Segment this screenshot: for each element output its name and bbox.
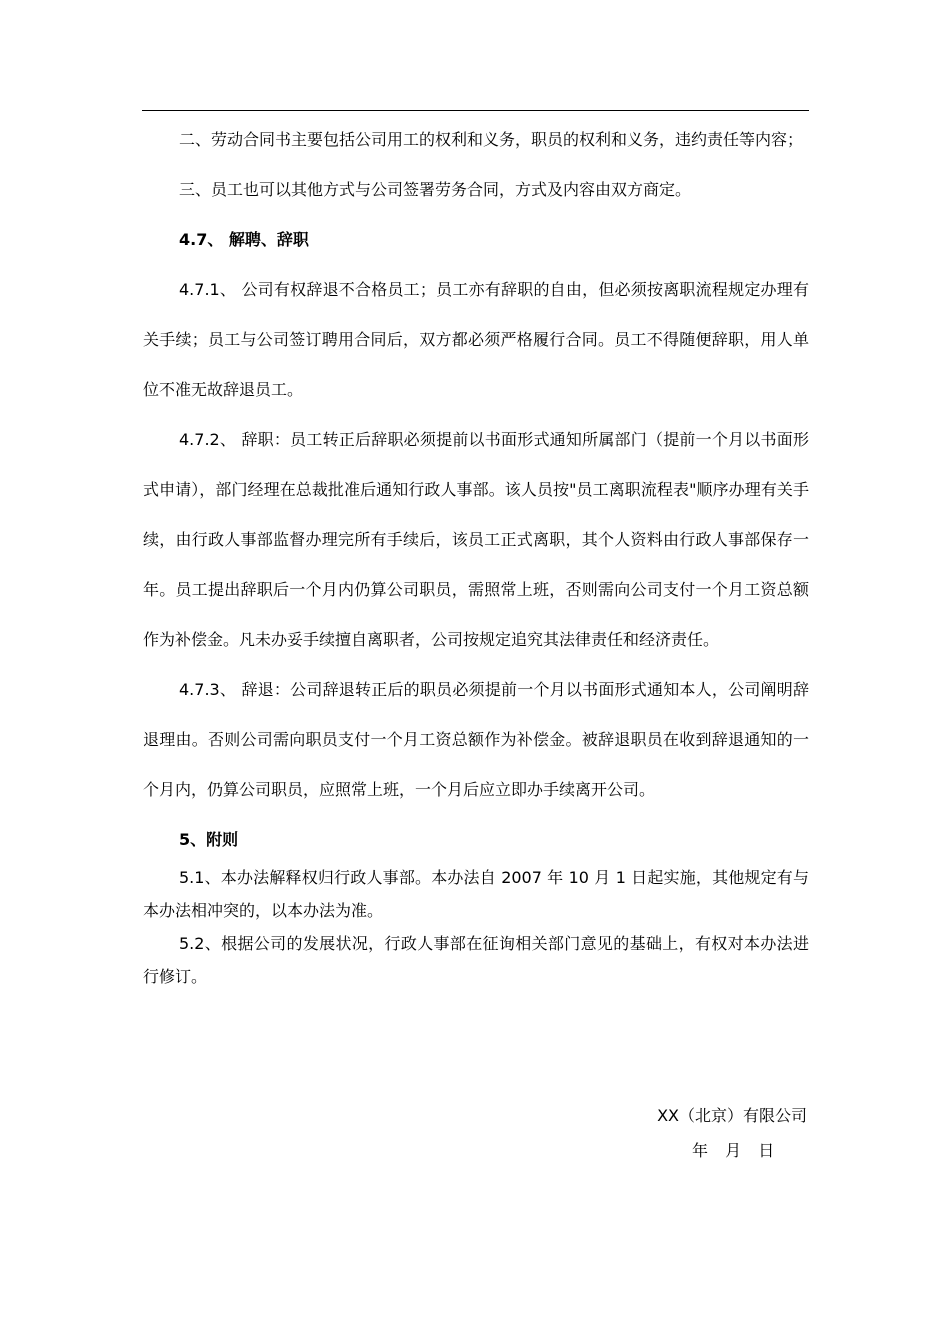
document-body (143, 115, 809, 993)
date-month: 月 (725, 1141, 742, 1160)
paragraph-4-7-1: 4.7.1、 公司有权辞退不合格员工；员工亦有辞职的自由，但必须按离职流程规定办理有关手续；员工与公司签订聘用合同后，双方都必须严格履行合同。员工不得随便辞职，用人单位不准无故辞退员工。 (143, 280, 809, 399)
signature-company: XX（北京）有限公司 (657, 1106, 807, 1125)
paragraph-5-2: 5.2、根据公司的发展状况，行政人事部在征询相关部门意见的基础上，有权对本办法进行修订。 (143, 934, 809, 986)
date-year: 年 (692, 1141, 709, 1160)
header-rule (142, 110, 809, 111)
paragraph-4-7-3: 4.7.3、 辞退：公司辞退转正后的职员必须提前一个月以书面形式通知本人，公司阐明辞退理由。否则公司需向职员支付一个月工资总额作为补偿金。被辞退职员在收到辞退通知的一个月内，仍算公司职员，应照常上班，一个月后应立即办手续离开公司。 (143, 680, 809, 799)
paragraph-contract-contents: 二、劳动合同书主要包括公司用工的权利和义务，职员的权利和义务，违约责任等内容； (179, 130, 804, 149)
paragraph-4-7-2: 4.7.2、 辞职：员工转正后辞职必须提前以书面形式通知所属部门（提前一个月以书面形式申请），部门经理在总裁批准后通知行政人事部。该人员按"员工离职流程表"顺序办理有关手续，由行政人事部监督办理完所有手续后，该员工正式离职，其个人资料由行政人事部保存一年。员工提出辞职后一个月内仍算公司职员，需照常上班，否则需向公司支付一个月工资总额作为补偿金。凡未办妥手续擅自离职者，公司按规定追究其法律责任和经济责任。 (143, 430, 809, 649)
signature-date (692, 1141, 774, 1161)
paragraph-5-1: 5.1、本办法解释权归行政人事部。本办法自 2007 年 10 月 1 日起实施，其他规定有与本办法相冲突的，以本办法为准。 (143, 868, 809, 920)
section-heading-5: 5、附则 (179, 830, 239, 849)
date-day: 日 (758, 1141, 775, 1160)
paragraph-other-contract: 三、员工也可以其他方式与公司签署劳务合同，方式及内容由双方商定。 (179, 180, 692, 199)
section-heading-4-7: 4.7、 解聘、辞职 (179, 230, 309, 249)
